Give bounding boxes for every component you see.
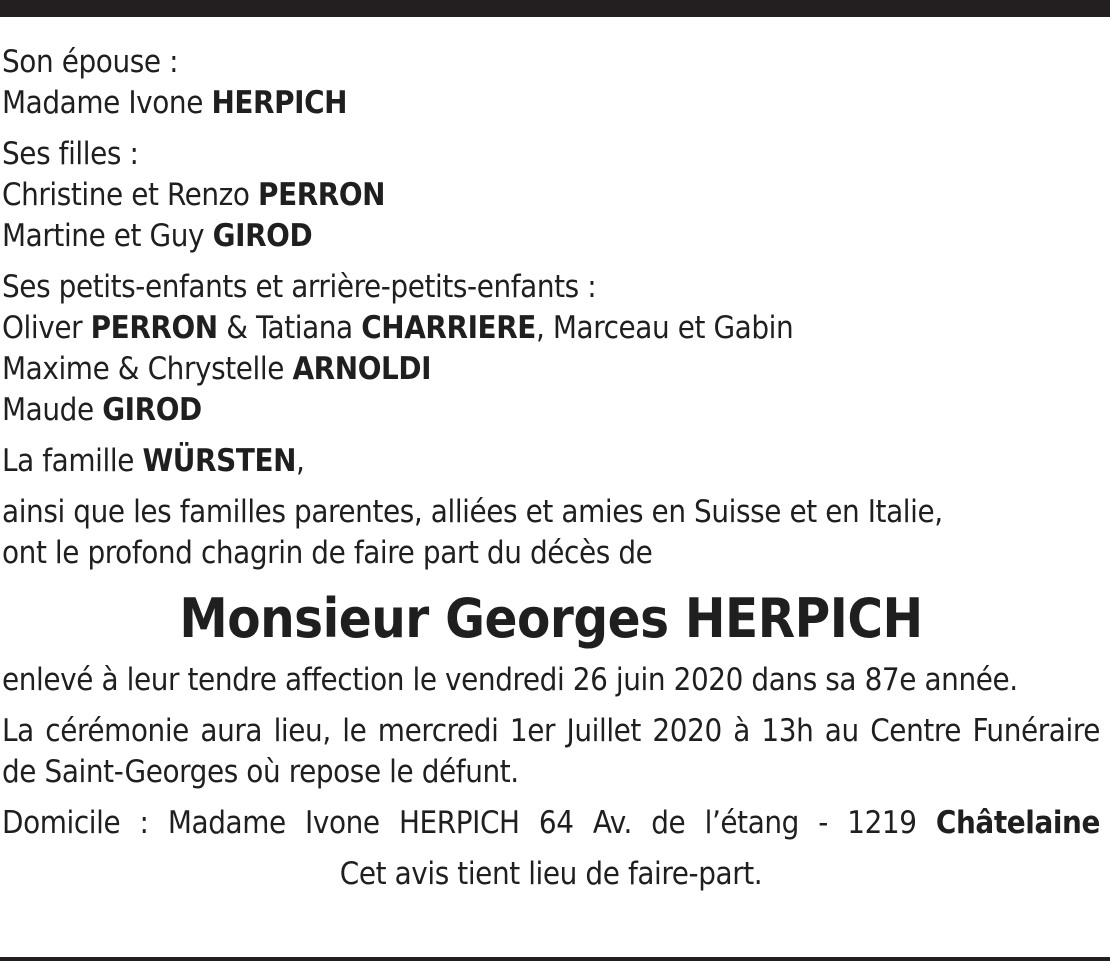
announcement-section — [2, 492, 1100, 574]
ceremony-text: La cérémonie aura lieu, le mercredi 1er Juillet 2020 à 13h au Centre Funéraire de Saint-Georges où repose le défunt. — [2, 713, 1100, 790]
spouse-heading: Son épouse : — [2, 44, 179, 80]
spouse-section — [2, 42, 1100, 124]
daughter-entry: Martine et Guy GIROD — [2, 218, 313, 254]
announcement-line: ont le profond chagrin de faire part du décès de — [2, 535, 653, 571]
daughters-section — [2, 134, 1100, 257]
daughter-entry: Christine et Renzo PERRON — [2, 177, 386, 213]
spouse-surname: HERPICH — [211, 85, 348, 121]
announcement-line: ainsi que les familles parentes, alliées et amies en Suisse et en Italie, — [2, 494, 943, 530]
grandchildren-line: Maxime & Chrystelle ARNOLDI — [2, 351, 432, 387]
domicile-city: Châtelaine — [935, 805, 1100, 841]
passing-text: enlevé à leur tendre affection le vendredi 26 juin 2020 dans sa 87e année. — [2, 662, 1018, 698]
domicile-line: Domicile : Madame Ivone HERPICH 64 Av. de l’étang - 1219 Châtelaine — [2, 805, 1100, 841]
deceased-title: Monsieur Georges HERPICH — [179, 587, 923, 650]
grandchildren-heading: Ses petits-enfants et arrière-petits-enfants : — [2, 269, 597, 305]
family-line: La famille WÜRSTEN, — [2, 443, 305, 479]
daughters-heading: Ses filles : — [2, 136, 139, 172]
grandchildren-line: Oliver PERRON & Tatiana CHARRIERE, Marceau et Gabin — [2, 310, 794, 346]
grandchildren-line: Maude GIROD — [2, 392, 202, 428]
closing-text: Cet avis tient lieu de faire-part. — [339, 856, 763, 892]
grandchildren-section — [2, 267, 1100, 431]
bottom-border-rule — [0, 957, 1110, 961]
family-section — [2, 441, 1100, 482]
spouse-name: Madame Ivone HERPICH — [2, 85, 348, 121]
obituary-notice — [2, 42, 1100, 905]
top-border-bar — [0, 0, 1110, 17]
